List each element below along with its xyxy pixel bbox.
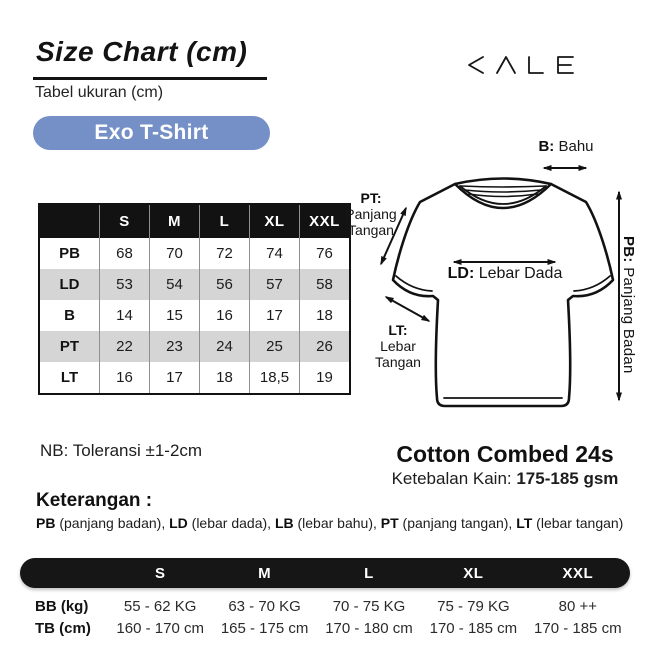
row-label-tb: TB (cm) [35, 619, 91, 637]
cell-ld-m: 54 [150, 269, 200, 300]
row-label-lt: LT [60, 369, 79, 386]
cell-pt-l: 24 [200, 331, 250, 362]
cell-ld-xxl: 58 [300, 269, 351, 300]
cell-b-m: 15 [150, 300, 200, 331]
table-row-pt [39, 331, 350, 362]
cell-ld-xl: 57 [250, 269, 300, 300]
body-col-m: M [258, 564, 272, 582]
kale-logo-icon [466, 53, 588, 77]
cell-tb-s: 160 - 170 cm [116, 619, 204, 637]
page-title: Size Chart (cm) [36, 36, 248, 67]
cell-lt-xxl: 19 [300, 362, 351, 394]
body-col-s: S [154, 564, 166, 582]
cell-lt-s: 16 [100, 362, 150, 394]
size-table-header-row [39, 204, 350, 238]
fabric-thickness: Ketebalan Kain: 175-185 gsm [391, 469, 619, 488]
label-lebar-tangan: LT: Lebar Tangan [375, 322, 421, 370]
cell-pb-s: 68 [100, 238, 150, 269]
cell-bb-l: 70 - 75 KG [332, 597, 406, 615]
cell-bb-xl: 75 - 79 KG [437, 597, 510, 615]
cell-ld-l: 56 [200, 269, 250, 300]
material-name: Cotton Combed 24s [396, 441, 614, 467]
cell-b-xl: 17 [250, 300, 300, 331]
cell-ld-s: 53 [100, 269, 150, 300]
body-size-corner [20, 558, 108, 588]
row-label-pt: PT [39, 331, 100, 362]
body-size-header-bar [20, 558, 630, 588]
cell-pt-xxl: 26 [300, 331, 351, 362]
body-col-xl: XL [463, 564, 484, 582]
size-table [38, 203, 351, 395]
cell-pb-m: 70 [150, 238, 200, 269]
cell-b-s: 14 [100, 300, 150, 331]
table-row-lt [39, 362, 350, 394]
title-underline [33, 77, 267, 80]
cell-lt-l: 18 [200, 362, 250, 394]
legend-title: Keterangan : [36, 490, 153, 511]
cell-tb-xl: 170 - 185 cm [429, 619, 518, 637]
label-lebar-dada: LD: Lebar Dada [447, 265, 563, 282]
size-col-xl: XL [250, 204, 300, 238]
body-col-xxl: XXL [562, 564, 594, 582]
row-label-pb: PB [59, 245, 80, 262]
body-col-l: L [364, 564, 374, 582]
label-panjang-tangan: PT: Panjang Tangan [345, 190, 397, 238]
cell-tb-xxl: 170 - 185 cm [534, 619, 622, 637]
cell-pt-xl: 25 [250, 331, 300, 362]
brand-logo [466, 53, 588, 82]
table-row-b [39, 300, 350, 331]
cell-pb-l: 72 [200, 238, 250, 269]
size-table-corner [39, 204, 100, 238]
size-col-xxl: XXL [300, 204, 351, 238]
lebar-tangan-arrow [386, 297, 429, 321]
cell-bb-s: 55 - 62 KG [123, 597, 197, 615]
body-size-table [20, 558, 630, 639]
legend-line: PB (panjang badan), LD (lebar dada), LB (lebar bahu), PT (panjang tangan), LT (lebar tangan) [36, 515, 624, 531]
cell-tb-m: 165 - 175 cm [220, 619, 309, 637]
cell-bb-xxl: 80 ++ [558, 597, 597, 615]
product-badge[interactable]: Exo T-Shirt [33, 116, 270, 150]
row-label-ld: LD [39, 269, 100, 300]
cell-lt-xl: 18,5 [250, 362, 300, 394]
table-row-ld [39, 269, 350, 300]
cell-pt-m: 23 [150, 331, 200, 362]
cell-b-xxl: 18 [300, 300, 351, 331]
size-col-s: S [100, 204, 150, 238]
cell-bb-m: 63 - 70 KG [228, 597, 301, 615]
cell-pt-s: 22 [100, 331, 150, 362]
size-col-l: L [200, 204, 250, 238]
row-label-b: B [64, 307, 75, 324]
table-row-tb [20, 617, 630, 639]
label-panjang-badan: PB: Panjang Badan [620, 236, 637, 374]
cell-tb-l: 170 - 180 cm [325, 619, 413, 637]
cell-pb-xl: 74 [250, 238, 300, 269]
label-bahu: B: Bahu [538, 138, 594, 155]
tolerance-note: NB: Toleransi ±1-2cm [40, 441, 203, 460]
page-subtitle: Tabel ukuran (cm) [35, 84, 164, 101]
table-row-pb [39, 238, 350, 269]
size-col-m: M [150, 204, 200, 238]
cell-pb-xxl: 76 [300, 238, 351, 269]
cell-lt-m: 17 [150, 362, 200, 394]
table-row-bb [20, 595, 630, 617]
row-label-bb: BB (kg) [35, 597, 89, 615]
cell-b-l: 16 [200, 300, 250, 331]
